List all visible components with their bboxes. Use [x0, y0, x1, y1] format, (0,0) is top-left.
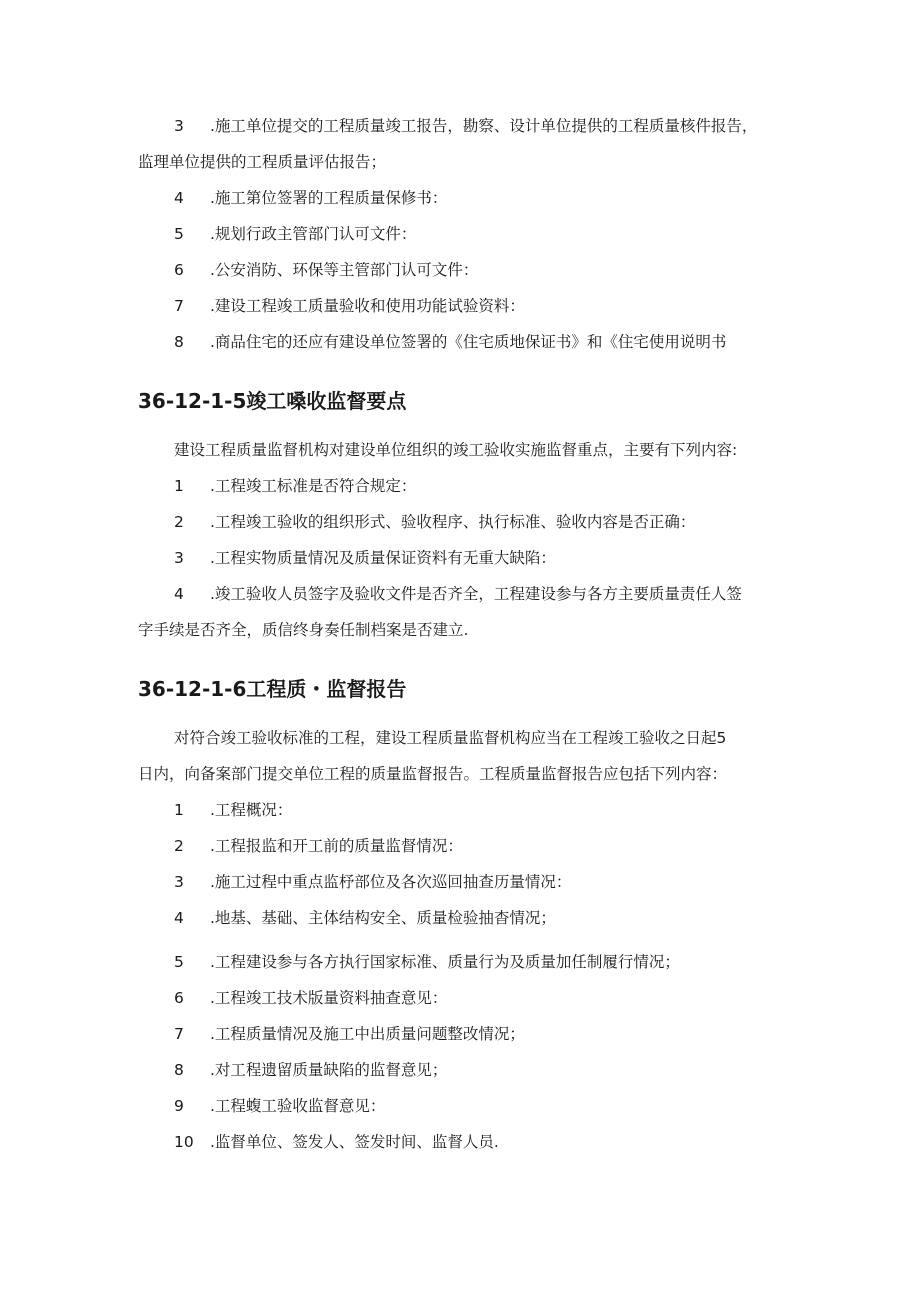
item-number: 2	[174, 513, 184, 531]
item-number: 2	[174, 837, 184, 855]
item-number: 6	[174, 989, 184, 1007]
item-number: 3	[174, 549, 184, 567]
section-intro: 对符合竣工验收标准的工程，建设工程质量监督机构应当在工程竣工验收之日起5	[174, 729, 727, 747]
item-text: .施工第位签署的工程质量保修书：	[210, 189, 448, 207]
item-text: .施工单位提交的工程质量竣工报告，勘察、设计单位提供的工程质量核件报告，	[210, 117, 758, 135]
list-item	[138, 1060, 788, 1080]
item-number: 3	[174, 873, 184, 891]
item-text: .商品住宅的还应有建设单位签署的《住宅质地保证书》和《住宅使用说明书	[210, 333, 727, 351]
list-item	[138, 988, 788, 1008]
item-number: 10	[174, 1133, 194, 1151]
list-item	[138, 908, 788, 928]
list-item	[138, 512, 788, 532]
item-number: 7	[174, 297, 184, 315]
item-text: .工程建设参与各方执行国家标准、质量行为及质量加任制履行情况；	[210, 953, 680, 971]
item-number: 9	[174, 1097, 184, 1115]
list-item	[138, 476, 788, 496]
item-text: .工程报监和开工前的质量监督情况：	[210, 837, 463, 855]
section-heading: 36-12-1-6工程质・监督报告	[138, 677, 407, 701]
list-item	[138, 952, 788, 972]
item-text: .工程蝮工验收监督意见：	[210, 1097, 386, 1115]
list-item	[138, 224, 788, 244]
list-item	[138, 800, 788, 820]
list-item-continuation	[138, 152, 788, 172]
list-item	[138, 1132, 788, 1152]
list-item	[138, 1024, 788, 1044]
list-item	[138, 548, 788, 568]
list-item	[138, 872, 788, 892]
item-number: 6	[174, 261, 184, 279]
section-intro-continuation: 日内，向备案部门提交单位工程的质量监督报告。工程质量监督报告应包括下列内容：	[138, 765, 728, 783]
list-item	[138, 332, 788, 352]
item-number: 3	[174, 117, 184, 135]
item-text: .规划行政主管部门认可文件：	[210, 225, 417, 243]
item-number: 4	[174, 585, 184, 603]
item-text: .工程竣工验收的组织形式、验收程序、执行标准、验收内容是否正确：	[210, 513, 696, 531]
item-text: .监督单位、签发人、签发时间、监督人员.	[210, 1133, 499, 1151]
item-number: 1	[174, 477, 184, 495]
item-text: .地基、基础、主体结构安全、质量检验抽杳情况；	[210, 909, 556, 927]
item-number: 4	[174, 189, 184, 207]
item-text: .工程质量情况及施工中出质量问题整改情况；	[210, 1025, 525, 1043]
list-item	[138, 836, 788, 856]
item-number: 8	[174, 333, 184, 351]
list-item	[138, 188, 788, 208]
item-number: 7	[174, 1025, 184, 1043]
item-number: 1	[174, 801, 184, 819]
item-number: 5	[174, 953, 184, 971]
item-text: .工程竣工技术版量资料抽查意见：	[210, 989, 448, 1007]
item-text: .工程概况：	[210, 801, 293, 819]
section-intro: 建设工程质量监督机构对建设单位组织的竣工验收实施监督重点，主要有下列内容:	[174, 441, 738, 459]
list-item	[138, 260, 788, 280]
item-text: 监理单位提供的工程质量评估报告；	[138, 153, 387, 171]
item-number: 8	[174, 1061, 184, 1079]
list-item-continuation: 字手续是否齐全，质信终身奏任制档案是否建立.	[138, 621, 469, 639]
list-item	[138, 584, 788, 604]
item-text: .工程实物质量情况及质量保证资料有无重大缺陷：	[210, 549, 556, 567]
section-heading: 36-12-1-5竣工嗓收监督要点	[138, 389, 407, 413]
list-item	[138, 1096, 788, 1116]
item-text: .对工程遗留质量缺陷的监督意见；	[210, 1061, 448, 1079]
item-text: .公安消防、环保等主管部门认可文件：	[210, 261, 479, 279]
item-text: .工程竣工标准是否符合规定：	[210, 477, 417, 495]
item-text: .施工过程中重点监杼部位及各次巡回抽查历量情况：	[210, 873, 572, 891]
list-item	[138, 116, 788, 136]
item-number: 5	[174, 225, 184, 243]
item-text: .建设工程竣工质量验收和使用功能试验资料：	[210, 297, 525, 315]
list-item	[138, 296, 788, 316]
item-number: 4	[174, 909, 184, 927]
item-text: .竣工验收人员签字及验收文件是否齐全，工程建设参与各方主要质量责任人签	[210, 585, 742, 603]
